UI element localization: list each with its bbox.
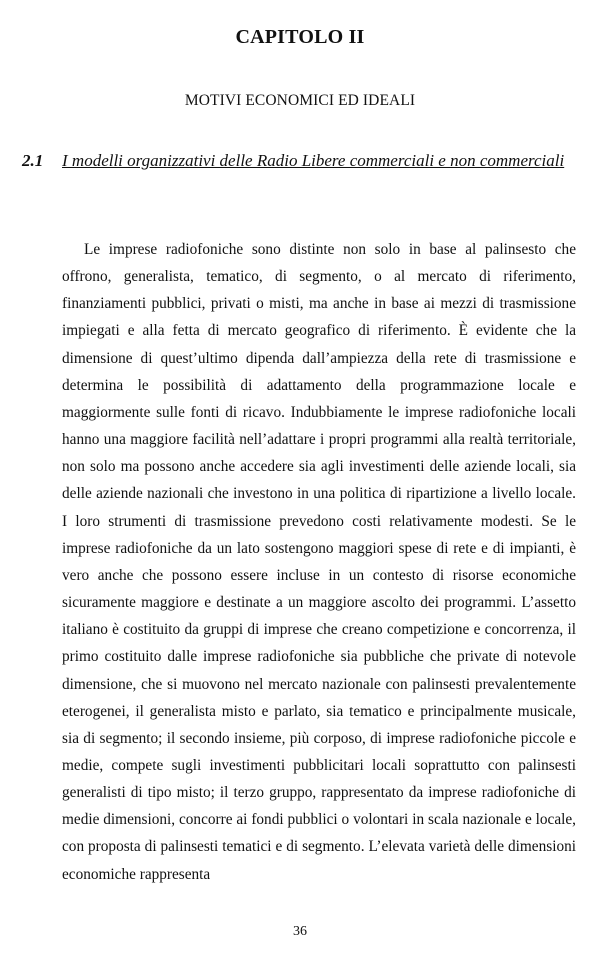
chapter-title: CAPITOLO II [235, 26, 365, 48]
section-heading [22, 146, 577, 175]
page-number: 36 [293, 924, 307, 939]
section-number: 2.1 [22, 151, 44, 170]
chapter-subtitle: MOTIVI ECONOMICI ED IDEALI [184, 92, 416, 109]
section-title: I modelli organizzativi delle Radio Libere commerciali e non commerciali [62, 151, 565, 170]
body-paragraph: Le imprese radiofoniche sono distinte non solo in base al palinsesto che offrono, generalista, tematico, di segmento, o al mercato di riferimento, finanziamenti pubblici, privati o misti, ma anche in base ai mezzi di trasmissione impiegati e alla fetta di mercato geografico di riferimento. È evidente che la dimensione di quest’ultimo dipenda dall’ampiezza della rete di trasmissione e determina le possibilità di adattamento della programmazione locale e maggiormente sulle fonti di ricavo. Indubbiamente le imprese radiofoniche locali hanno una maggiore facilità nell’adattare i propri programmi alla realtà territoriale, non solo ma possono anche accedere sia agli investimenti delle aziende locali, sia delle aziende nazionali che investono in una politica di ripartizione a livello locale. I loro strumenti di trasmissione prevedono costi relativamente modesti. Se le imprese radiofoniche da un lato sostengono maggiori spese di rete e di impianti, è vero anche che possono essere incluse in un contesto di risorse economiche sicuramente maggiore e destinate a un maggiore ascolto dei programmi. L’assetto italiano è costituito da gruppi di imprese che creano competizione e concorrenza, il primo costituito dalle imprese radiofoniche sia pubbliche che private di notevole dimensione, che si muovono nel mercato nazionale con palinsesti prevalentemente eterogenei, il generalista misto e parlato, sia tematico e principalmente musicale, sia di segmento; il secondo insieme, più corposo, di imprese radiofoniche piccole e medie, compete sugli investimenti pubblicitari locali soprattutto con palinsesti generalisti di tipo misto; il terzo gruppo, rappresentato da imprese radiofoniche di medie dimensioni, concorre ai fondi pubblici o volontari in scala nazionale e locale, con proposta di palinsesti tematici e di segmento. L’elevata varietà delle dimensioni economiche rappresenta [62, 241, 576, 883]
